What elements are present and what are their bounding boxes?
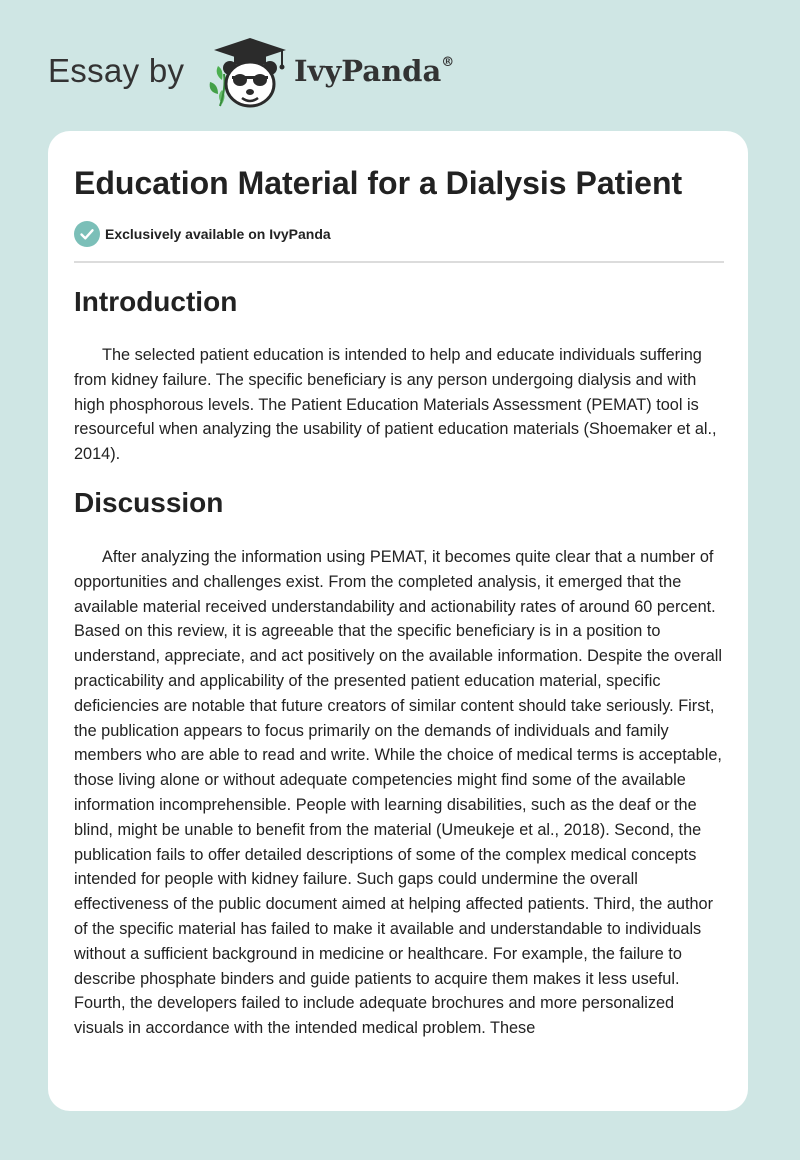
brand-name: IvyPanda® <box>294 54 455 88</box>
brand-prefix: Essay by <box>48 52 185 89</box>
badge-label: Exclusively available on IvyPanda <box>105 226 331 242</box>
registered-mark: ® <box>441 55 455 71</box>
exclusive-badge <box>74 221 331 247</box>
brand-header <box>48 34 468 112</box>
check-circle-icon <box>74 221 100 247</box>
title-divider <box>74 261 724 263</box>
essay-card <box>48 131 748 1111</box>
section-heading-discussion: Discussion <box>74 487 224 518</box>
page-title: Education Material for a Dialysis Patient <box>74 165 683 201</box>
ivypanda-logo-icon[interactable] <box>204 34 290 112</box>
section-heading-introduction: Introduction <box>74 286 238 317</box>
paragraph-introduction: The selected patient education is intended to help and educate individuals suffering from kidney failure. The specific beneficiary is any person undergoing dialysis and with high phosphorous levels. The Patient Education Materials Assessment (PEMAT) tool is resourceful when analyzing the usability of patient education materials (Shoemaker et al., 2014). <box>74 346 717 464</box>
paragraph-discussion: After analyzing the information using PEMAT, it becomes quite clear that a number of opportunities and challenges exist. From the completed analysis, it emerged that the available material received understandability and actionability rates of around 60 percent. Based on this review, it is agreeable that the specific beneficiary is in a position to understand, appreciate, and act positively on the available information. Despite the overall practicability and applicability of the presented patient education material, specific deficiencies are notable that future creators of similar content should take seriously. First, the publication appears to focus primarily on the demands of individuals and family members who are able to read and write. While the choice of medical terms is acceptable, those living alone or without adequate competencies might find some of the available information incomprehensible. People with learning disabilities, such as the deaf or the blind, might be unable to benefit from the material (Umeukeje et al., 2018). Second, the publication fails to offer detailed descriptions of some of the complex medical concepts intended for people with kidney failure. Such gaps could undermine the overall effectiveness of the public document aimed at helping affected patients. Third, the author of the specific material has failed to make it available and understandable to individuals without a sufficient background in medicine or healthcare. For example, the failure to describe phosphate binders and guide patients to acquire them makes it less useful. Fourth, the developers failed to include adequate brochures and more personalized visuals in accordance with the intended medical problem. These <box>74 548 723 1038</box>
